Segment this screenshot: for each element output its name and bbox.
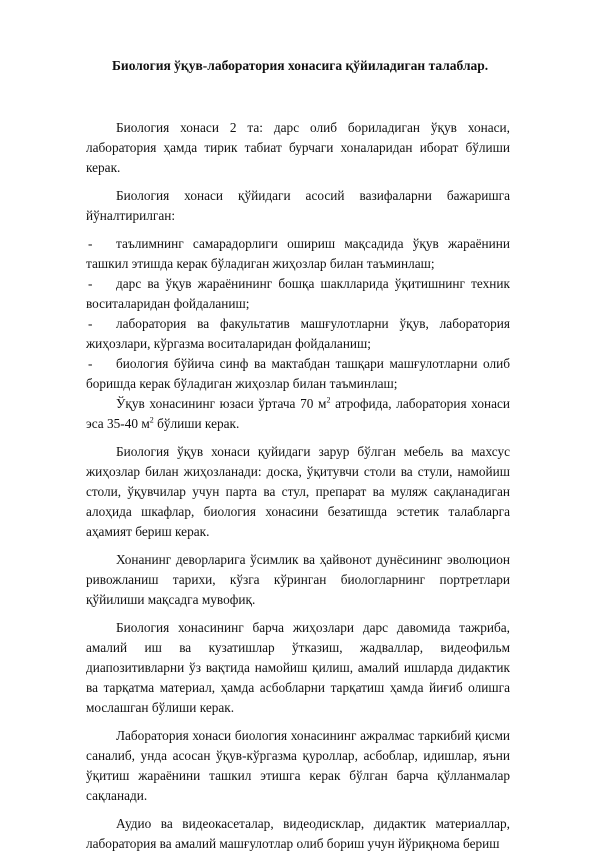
dash-marker: - xyxy=(88,236,93,251)
document-title: Биология ўқув-лаборатория хонасига қўйиладиган талаблар. xyxy=(112,58,489,73)
dash-marker: - xyxy=(88,276,93,291)
paragraph-equipment: Биология хонасининг барча жиҳозлари дарс давомида тажриба, амалий иш ва кузатишлар ўтказиш, жадваллар, видеофильм диапозитивларни ўз вақтида намойиш қилиш, амалий ишларда дидактик ва тарқатма материал, ҳамда асбобларни тарқатиш ҳамда йиғиб олишга мослашган бўлиши керак. xyxy=(86,620,510,715)
list-item: - лаборатория ва факультатив машғулотларни ўқув, лаборатория жиҳозлари, кўргазма воситаларидан фойдаланиш; xyxy=(86,316,510,351)
paragraph-laboratory: Лаборатория хонаси биология хонасининг ажралмас таркибий қисми саналиб, унда асосан ўқув-кўргазма қуроллар, асбоблар, идишлар, яъни ўқитиш жараёнини ташкил этишга керак бўлган барча қўлланмалар сақланади. xyxy=(86,728,510,803)
paragraph-media: Аудио ва видеокасеталар, видеодисклар, дидактик материаллар, лаборатория ва амалий машғулотлар олиб бориш учун йўриқнома бериш xyxy=(86,816,510,851)
document-page xyxy=(86,56,510,854)
list-item: - таълимнинг самарадорлиги ошириш мақсадида ўқув жараёнини ташкил этишда керак бўладиган жиҳозлар билан таъминлаш; xyxy=(86,236,510,271)
dash-marker: - xyxy=(88,356,93,371)
paragraph-walls: Хонанинг деворларига ўсимлик ва ҳайвонот дунёсининг эволюцион ривожланиш тарихи, кўзга кўринган биологларнинг портретлари қўйилиши мақсадга мувофиқ. xyxy=(86,552,510,607)
paragraph-intro: Биология хонаси 2 та: дарс олиб бориладиган ўқув хонаси, лаборатория ҳамда тирик табиат бурчаги хоналаридан иборат бўлиши керак. xyxy=(86,120,510,175)
paragraph-tasks-lead: Биология хонаси қўйидаги асосий вазифаларни бажаришга йўналтирилган: xyxy=(86,188,510,223)
paragraph-furniture: Биология ўқув хонаси қуйидаги зарур бўлган мебель ва махсус жиҳозлар билан жиҳозланади: доска, ўқитувчи столи ва стули, намойиш столи, ўқувчилар учун парта ва стул, препарат ва муляж сақланадиган алоҳида шкафлар, биология хонасини безатишда эстетик талабларга аҳамият бериш керак. xyxy=(86,444,510,539)
paragraph-area: Ўқув хонасининг юзаси ўртача 70 $м^2$ атрофида, лаборатория хонаси эса 35-40 $м^2$ бўлиши керак. xyxy=(86,395,511,431)
dash-marker: - xyxy=(88,316,93,331)
list-item: - биология бўйича синф ва мактабдан ташқари машғулотларни олиб боришда керак бўладиган жиҳозлар билан таъминлаш; xyxy=(86,356,510,391)
list-item: - дарс ва ўқув жараёнининг бошқа шаклларида ўқитишнинг техник воситаларидан фойдаланиш; xyxy=(86,276,510,311)
